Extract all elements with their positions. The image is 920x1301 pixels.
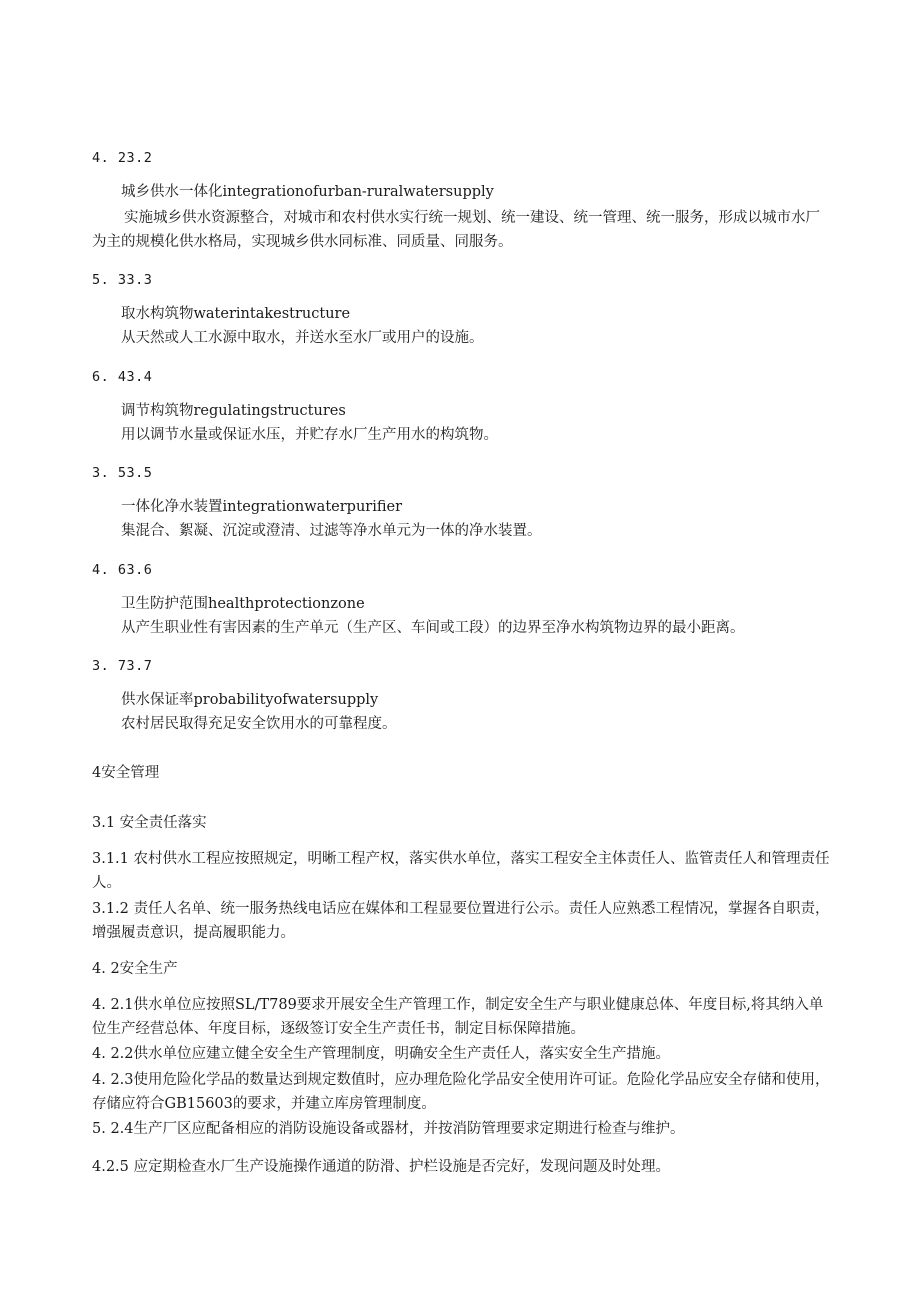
clause: 4.2.5 应定期检查水厂生产设施操作通道的防滑、护栏设施是否完好，发现问题及时处理。 <box>92 1159 670 1175</box>
section-heading: 4安全管理 <box>92 765 160 781</box>
clause: 3.1.2 责任人名单、统一服务热线电话应在媒体和工程显要位置进行公示。责任人应熟悉工程情况，掌握各自职责，增强履责意识，提高履职能力。 <box>92 901 830 941</box>
entry-number: 3. 53.5 <box>92 465 153 481</box>
subsection-heading: 4. 2安全生产 <box>92 961 178 977</box>
entry-term: 调节构筑物regulatingstructures <box>121 403 346 419</box>
entry-number: 3. 73.7 <box>92 658 153 674</box>
entry-definition: 从产生职业性有害因素的生产单元（生产区、车间或工段）的边界至净水构筑物边界的最小距离。 <box>121 620 745 636</box>
entry-number: 4. 63.6 <box>92 562 153 578</box>
subsection-heading: 3.1 安全责任落实 <box>92 815 207 831</box>
clause: 3.1.1 农村供水工程应按照规定，明晰工程产权，落实供水单位，落实工程安全主体责任人、监管责任人和管理责任人。 <box>92 851 830 891</box>
entry-term: 一体化净水装置integrationwaterpurifier <box>121 499 403 515</box>
entry-definition: 农村居民取得充足安全饮用水的可靠程度。 <box>121 716 397 732</box>
clause: 5. 2.4生产厂区应配备相应的消防设施设备或器材，并按消防管理要求定期进行检查与维护。 <box>92 1121 685 1137</box>
entry-definition: 用以调节水量或保证水压，并贮存水厂生产用水的构筑物。 <box>121 427 498 443</box>
entry-number: 6. 43.4 <box>92 369 153 385</box>
clause: 4. 2.1供水单位应按照SL/T789要求开展安全生产管理工作，制定安全生产与职业健康总体、年度目标,将其纳入单位生产经营总体、年度目标，逐级签订安全生产责任书，制定目标保障措施。 <box>92 997 824 1037</box>
entry-term: 供水保证率probabilityofwatersupply <box>121 692 379 708</box>
entry-definition: 集混合、絮凝、沉淀或澄清、过滤等净水单元为一体的净水装置。 <box>121 523 542 539</box>
clause: 4. 2.3使用危险化学品的数量达到规定数值时，应办理危险化学品安全使用许可证。危险化学品应安全存储和使用，存储应符合GB15603的要求，并建立库房管理制度。 <box>92 1072 830 1112</box>
entry-definition: 从天然或人工水源中取水，并送水至水厂或用户的设施。 <box>121 330 484 346</box>
entry-definition: 实施城乡供水资源整合，对城市和农村供水实行统一规划、统一建设、统一管理、统一服务，形成以城市水厂为主的规模化供水格局，实现城乡供水同标准、同质量、同服务。 <box>92 210 820 250</box>
entry-term: 城乡供水一体化integrationofurban-ruralwatersupply <box>121 184 494 200</box>
clause: 4. 2.2供水单位应建立健全安全生产管理制度，明确安全生产责任人，落实安全生产措施。 <box>92 1046 670 1062</box>
entry-term: 卫生防护范围healthprotectionzone <box>121 596 365 612</box>
entry-number: 5. 33.3 <box>92 272 153 288</box>
entry-term: 取水构筑物waterintakestructure <box>121 306 351 322</box>
entry-number: 4. 23.2 <box>92 150 153 166</box>
